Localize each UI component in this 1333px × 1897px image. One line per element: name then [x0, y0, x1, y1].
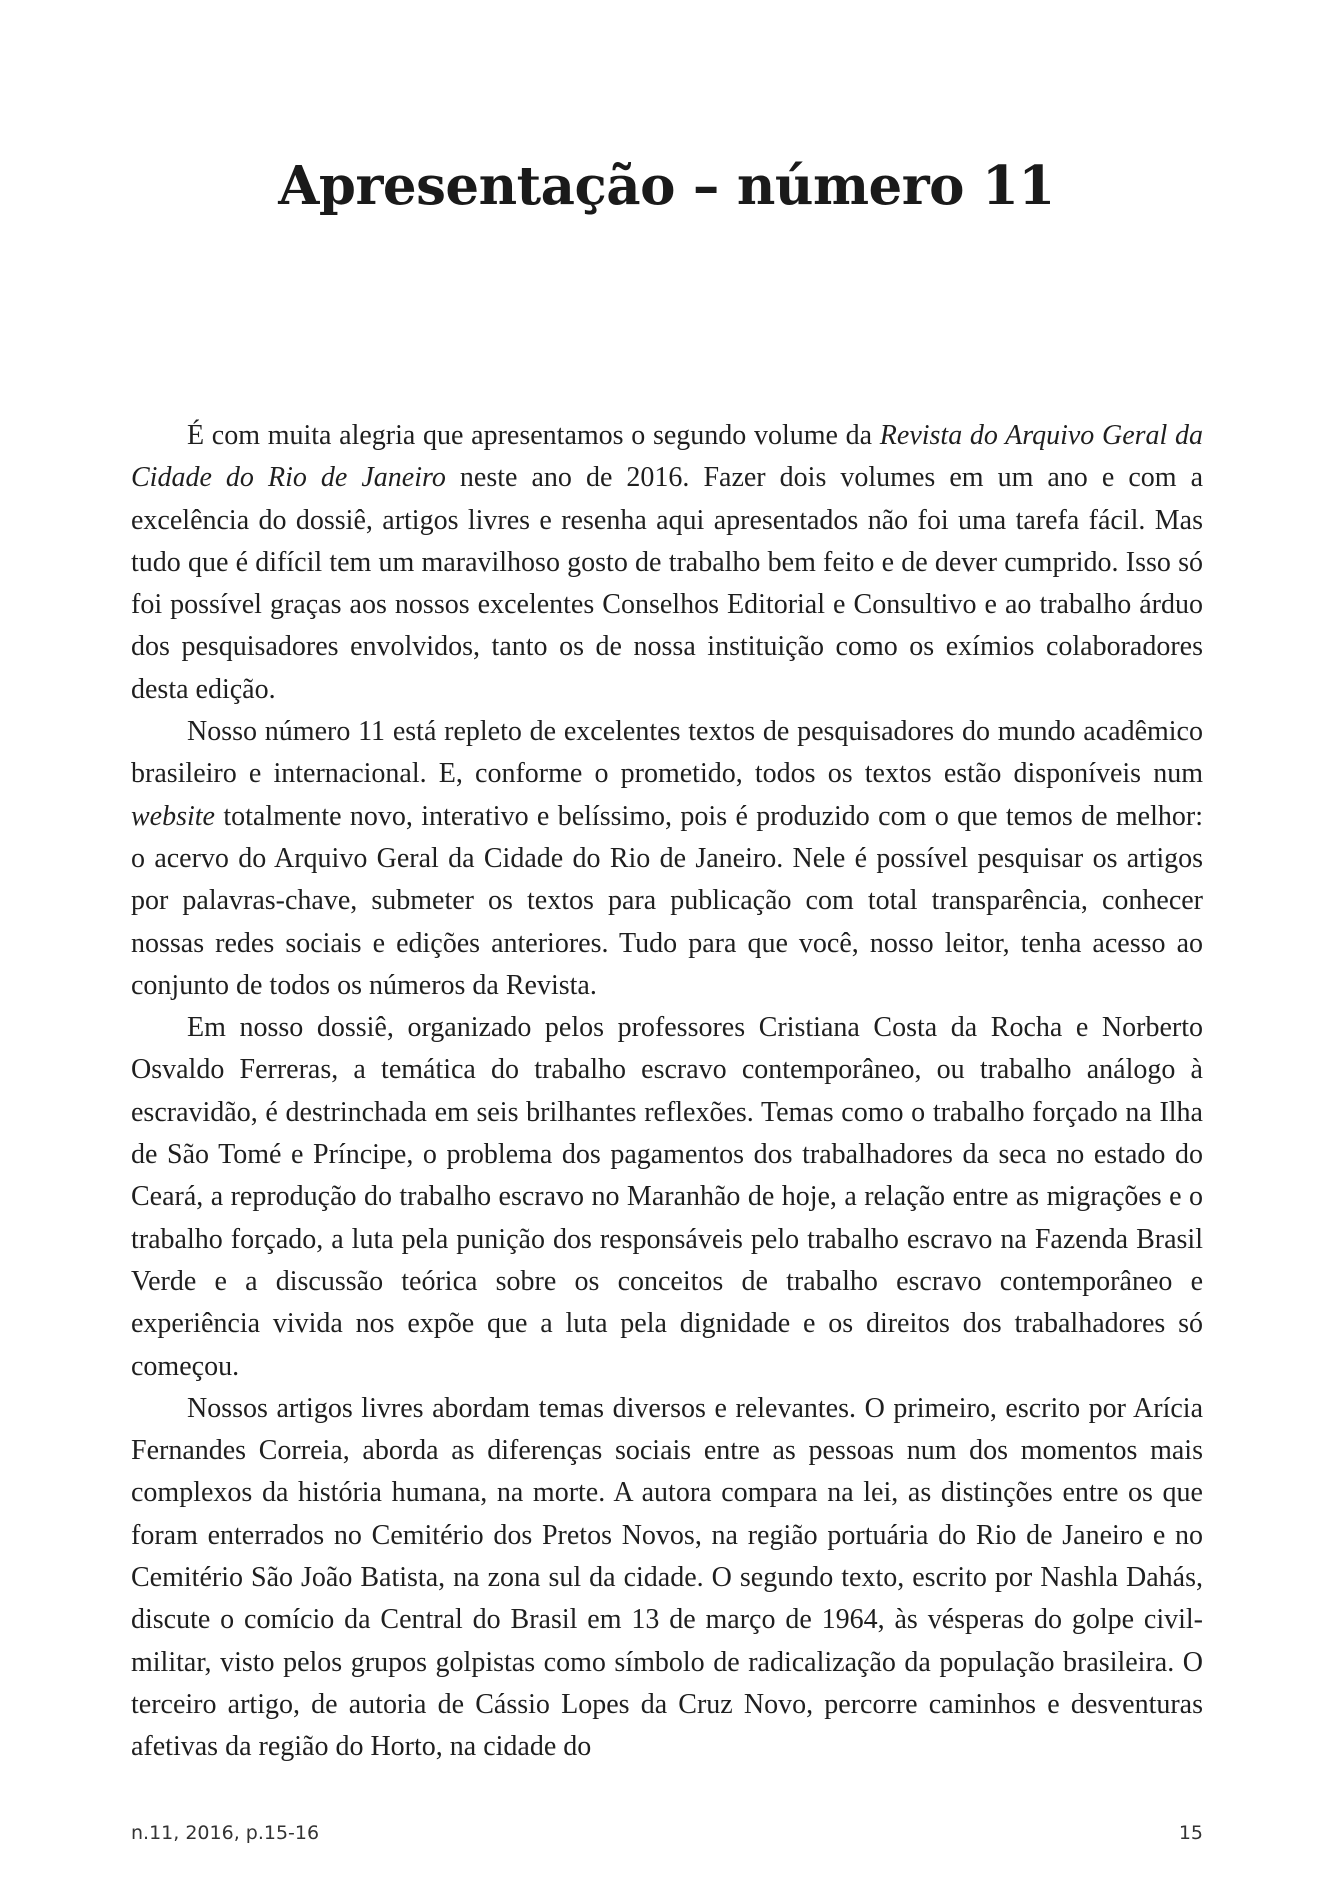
paragraph-text: totalmente novo, interativo e belíssimo, pois é produzido com o que temos de melhor: o acervo do Arquivo Geral da Cidade do Rio de Janeiro. Nele é possível pesquisar os artigos por palavras-chave, submeter os textos para publicação com total transparência, conhecer nossas redes sociais e edições anteriores. Tudo para que você, nosso leitor, tenha acesso ao conjunto de todos os números da Revista. [131, 800, 1203, 1001]
article-body [131, 415, 1203, 1769]
page-number: 15 [1178, 1822, 1203, 1844]
paragraph-2 [131, 711, 1203, 1007]
paragraph-text: Nosso número 11 está repleto de excelentes textos de pesquisadores do mundo acadêmico brasileiro e internacional. E, conforme o prometido, todos os textos estão disponíveis num [131, 716, 1203, 790]
journal-title-italic: Revista do Arquivo Geral da Cidade do Rio de Janeiro [131, 420, 1203, 494]
website-italic: website [131, 800, 215, 832]
paragraph-4 [131, 1388, 1203, 1769]
paragraph-text: Em nosso dossiê, organizado pelos professores Cristiana Costa da Rocha e Norberto Osvaldo Ferreras, a temática do trabalho escravo contemporâneo, ou trabalho análogo à escravidão, é destrinchada em seis brilhantes reflexões. Temas como o trabalho forçado na Ilha de São Tomé e Príncipe, o problema dos pagamentos dos trabalhadores da seca no estado do Ceará, a reprodução do trabalho escravo no Maranhão de hoje, a relação entre as migrações e o trabalho forçado, a luta pela punição dos responsáveis pelo trabalho escravo na Fazenda Brasil Verde e a discussão teórica sobre os conceitos de trabalho escravo contemporâneo e experiência vivida nos expõe que a luta pela dignidade e os direitos dos trabalhadores só começou. [131, 1012, 1203, 1382]
paragraph-text: neste ano de 2016. Fazer dois volumes em um ano e com a excelência do dossiê, artigos livres e resenha aqui apresentados não foi uma tarefa fácil. Mas tudo que é difícil tem um maravilhoso gosto de trabalho bem feito e de dever cumprido. Isso só foi possível graças aos nossos excelentes Conselhos Editorial e Consultivo e ao trabalho árduo dos pesquisadores envolvidos, tanto os de nossa instituição como os exímios colaboradores desta edição. [131, 462, 1203, 705]
paragraph-text: É com muita alegria que apresentamos o segundo volume da [187, 420, 880, 451]
page-title: Apresentação – número 11 [278, 155, 1055, 217]
footer-citation: n.11, 2016, p.15-16 [131, 1822, 320, 1844]
paragraph-1 [131, 415, 1203, 711]
paragraph-text: Nossos artigos livres abordam temas diversos e relevantes. O primeiro, escrito por Arícia Fernandes Correia, aborda as diferenças sociais entre as pessoas num dos momentos mais complexos da história humana, na morte. A autora compara na lei, as distinções entre os que foram enterrados no Cemitério dos Pretos Novos, na região portuária do Rio de Janeiro e no Cemitério São João Batista, na zona sul da cidade. O segundo texto, escrito por Nashla Dahás, discute o comício da Central do Brasil em 13 de março de 1964, às vésperas do golpe civil-militar, visto pelos grupos golpistas como símbolo de radicalização da população brasileira. O terceiro artigo, de autoria de Cássio Lopes da Cruz Novo, percorre caminhos e desventuras afetivas da região do Horto, na cidade do [131, 1392, 1203, 1763]
paragraph-3 [131, 1007, 1203, 1388]
